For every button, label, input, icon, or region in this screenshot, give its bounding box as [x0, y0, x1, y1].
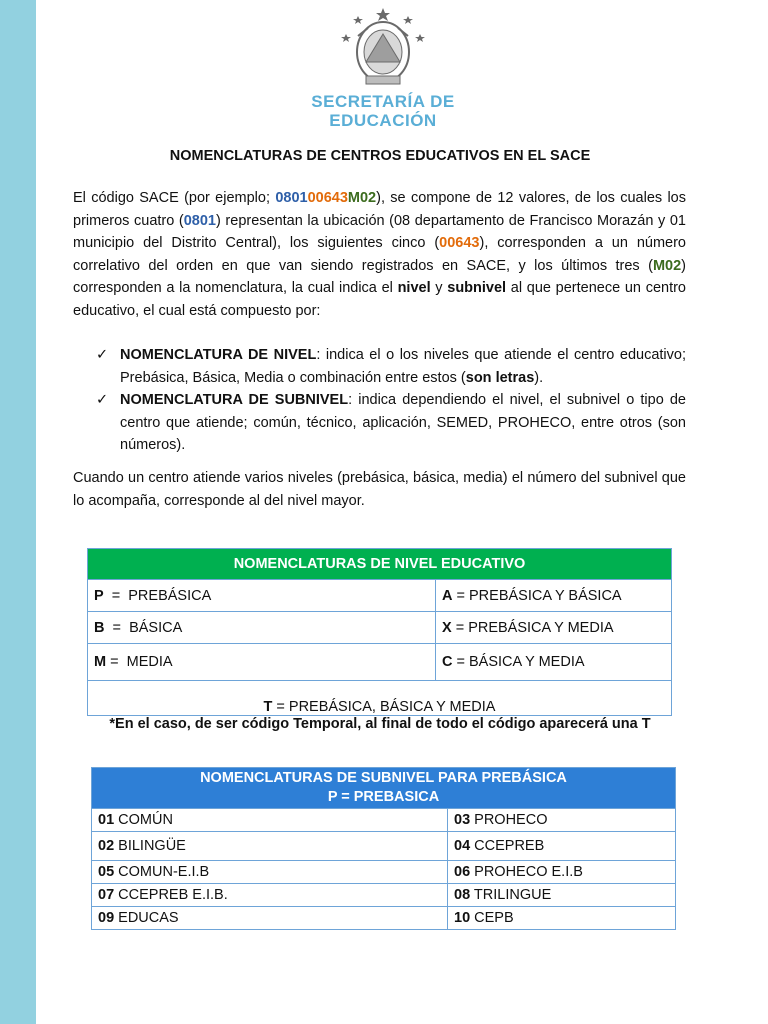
coat-of-arms-icon: [328, 6, 438, 92]
secretaria-logo: [300, 6, 466, 136]
subnivel-label: CCEPREB: [470, 838, 545, 854]
table-cell: [448, 832, 676, 861]
table-cell: [92, 907, 448, 930]
subnivel-label: PROHECO: [470, 812, 548, 828]
table-row: [88, 612, 672, 644]
level-code: B: [94, 619, 105, 636]
table-cell: [436, 580, 672, 612]
table-row: [92, 832, 676, 861]
table-cell: [92, 832, 448, 861]
subnivel-label: EDUCAS: [114, 910, 179, 926]
table-cell: [436, 644, 672, 681]
table-row: [92, 884, 676, 907]
subnivel-label: CEPB: [470, 910, 514, 926]
level-label: = MEDIA: [106, 654, 173, 670]
subnivel-label: PROHECO E.I.B: [470, 864, 583, 880]
nomenclature-bullet-list: [96, 344, 686, 457]
table-cell: [88, 644, 436, 681]
levels-paragraph: Cuando un centro atiende varios niveles (prebásica, básica, media) el número del subnivel que lo acompaña, corresponde al del nivel mayor.: [73, 470, 686, 509]
subnivel-label: COMUN-E.I.B: [114, 864, 210, 880]
table-row: [88, 681, 672, 716]
level-label: = BÁSICA Y MEDIA: [452, 654, 585, 670]
left-sidebar-stripe: [0, 0, 36, 1024]
temporal-code-note: *En el caso, de ser código Temporal, al final de todo el código aparecerá una T: [109, 716, 651, 732]
nivel-word: nivel: [397, 280, 431, 297]
bullet-nivel: [96, 344, 686, 389]
subnivel-table: [91, 767, 676, 930]
bullet-label: NOMENCLATURA DE SUBNIVEL: [120, 392, 349, 409]
logo-text-line-1: SECRETARÍA DE: [311, 92, 455, 111]
intro-text: El código SACE (por ejemplo;: [73, 190, 276, 206]
bullet-text-end: ).: [534, 369, 544, 386]
subnivel-header-line-2: P = PREBASICA: [327, 789, 440, 805]
nivel-table: [87, 548, 672, 716]
subnivel-code: 03: [454, 812, 471, 828]
level-code: P: [94, 587, 104, 604]
level-code: C: [442, 654, 453, 670]
table-row: [88, 580, 672, 612]
subnivel-word: subnivel: [447, 280, 507, 297]
table-cell: [92, 861, 448, 884]
intro-text: y: [430, 280, 448, 297]
level-label: = BÁSICA: [104, 619, 183, 636]
location-code: 0801: [183, 212, 216, 229]
table-cell: [448, 884, 676, 907]
subnivel-code: 09: [98, 910, 115, 926]
example-code-location: 0801: [275, 190, 308, 206]
level-code: M: [94, 654, 107, 670]
subnivel-code: 02: [98, 838, 115, 854]
intro-text: ), corresponden a un número correlativo del orden en que van siendo registrados en SACE, y los últimos tres (: [73, 235, 686, 274]
subnivel-code: 05: [98, 864, 115, 880]
subnivel-table-header: [92, 768, 676, 809]
nivel-table-header: NOMENCLATURAS DE NIVEL EDUCATIVO: [88, 549, 672, 580]
bullet-text: : indica dependiendo el nivel, el subnivel o tipo de centro que atiende; común, técnico, aplicación, SEMED, PROHECO, entre otros (son números).: [120, 392, 686, 454]
table-cell: [88, 580, 436, 612]
level-label: = PREBÁSICA: [103, 587, 212, 604]
table-cell: [436, 612, 672, 644]
checkmark-icon: ✓: [96, 347, 109, 363]
subnivel-label: COMÚN: [114, 812, 173, 828]
checkmark-icon: ✓: [96, 392, 109, 409]
table-cell: [448, 907, 676, 930]
subnivel-code: 01: [98, 812, 115, 828]
bullet-label: NOMENCLATURA DE NIVEL: [120, 347, 317, 363]
subnivel-code: 10: [454, 910, 471, 926]
level-code: T: [263, 699, 273, 715]
table-cell: [88, 681, 672, 716]
table-cell: [448, 861, 676, 884]
level-label: = PREBÁSICA, BÁSICA Y MEDIA: [272, 699, 496, 715]
subnivel-label: TRILINGUE: [470, 887, 552, 903]
intro-text: al que pertenece un centro educativo, el cual está compuesto por:: [73, 280, 686, 319]
intro-text: ) representan la ubicación (08 departamento de Francisco Morazán y 01 municipio del Distrito Central), los siguientes cinco (: [73, 212, 686, 252]
bullet-text: : indica el o los niveles que atiende el centro educativo; Prebásica, Básica, Media o combinación entre estos (: [120, 347, 686, 386]
subnivel-code: 07: [98, 887, 115, 903]
table-row: [92, 861, 676, 884]
subnivel-header-line-1: NOMENCLATURAS DE SUBNIVEL PARA PREBÁSICA: [200, 770, 567, 786]
example-code-number: 00643: [307, 190, 348, 206]
level-label: = PREBÁSICA Y MEDIA: [451, 619, 614, 636]
level-code: X: [442, 619, 452, 636]
table-cell: [88, 612, 436, 644]
intro-paragraph: [73, 187, 686, 323]
subnivel-label: CCEPREB E.I.B.: [114, 887, 228, 903]
subnivel-code: 08: [454, 887, 471, 903]
table-row: [92, 907, 676, 930]
table-cell: [92, 884, 448, 907]
nomenclature-code: M02: [652, 257, 682, 274]
subnivel-code: 04: [454, 838, 471, 854]
intro-text: ), se compone de 12 valores, de los cuales los primeros cuatro (: [73, 190, 686, 229]
logo-text-line-2: EDUCACIÓN: [329, 111, 437, 130]
number-code: 00643: [439, 235, 480, 252]
bullet-subnivel: [96, 389, 686, 457]
document-title: NOMENCLATURAS DE CENTROS EDUCATIVOS EN EL SACE: [169, 148, 591, 164]
level-code: A: [442, 587, 453, 604]
subnivel-code: 06: [454, 864, 471, 880]
intro-text: ) corresponden a la nomenclatura, la cual indica el: [73, 257, 686, 297]
bullet-bold-text: son letras: [465, 369, 535, 386]
table-row: [88, 644, 672, 681]
subnivel-label: BILINGÜE: [114, 838, 186, 854]
example-code-nomenclature: M02: [347, 190, 377, 206]
table-cell: [92, 809, 448, 832]
table-cell: [448, 809, 676, 832]
level-label: = PREBÁSICA Y BÁSICA: [452, 587, 622, 604]
table-row: [92, 809, 676, 832]
